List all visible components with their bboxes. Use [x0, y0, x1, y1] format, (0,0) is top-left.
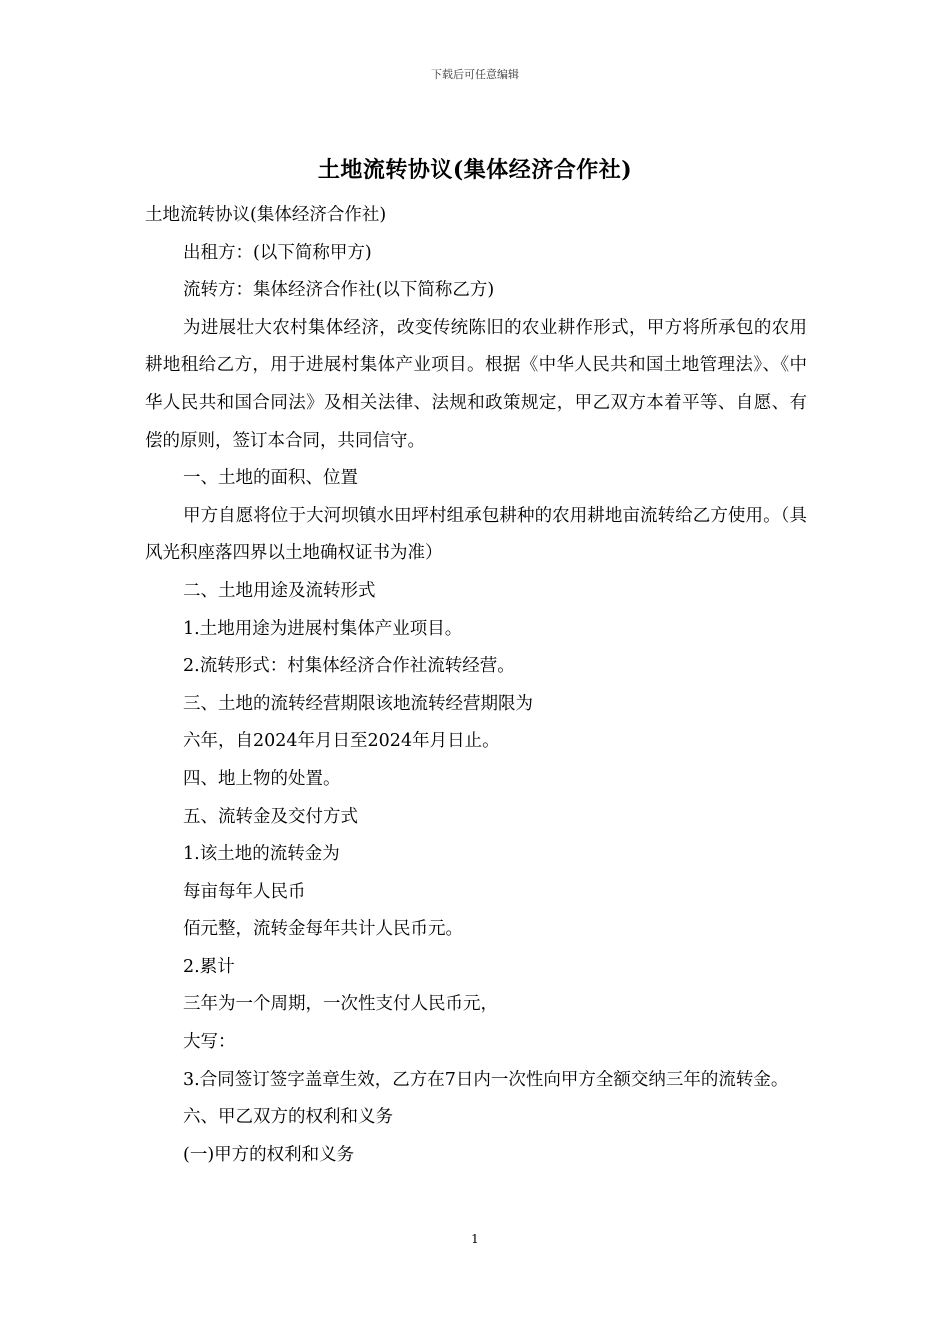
paragraph: 土地流转协议(集体经济合作社)	[145, 205, 387, 225]
document-body	[145, 197, 807, 1174]
paragraph: 3.合同签订签字盖章生效，乙方在7日内一次性向甲方全额交纳三年的流转金。	[183, 1069, 789, 1090]
paragraph: 每亩每年人民币	[183, 881, 306, 902]
paragraph: 1.土地用途为进展村集体产业项目。	[183, 618, 463, 639]
paragraph: 五、流转金及交付方式	[183, 806, 358, 827]
paragraph: 流转方：集体经济合作社(以下简称乙方)	[183, 280, 495, 301]
paragraph: 甲方自愿将位于大河坝镇水田坪村组承包耕种的农用耕地亩流转给乙方使用。（具风光积座落四界以土地确权证书为准）	[145, 505, 807, 564]
header-note: 下载后可任意编辑	[431, 68, 519, 81]
paragraph: 佰元整，流转金每年共计人民币元。	[183, 919, 463, 940]
paragraph: 2.流转形式：村集体经济合作社流转经营。	[183, 656, 515, 677]
page-number: 1	[471, 1232, 479, 1246]
paragraph: 六年，自2024年月日至2024年月日止。	[183, 731, 500, 752]
paragraph: 一、土地的面积、位置	[183, 468, 358, 489]
paragraph: 三年为一个周期，一次性支付人民币元，	[183, 994, 498, 1015]
paragraph: 为进展壮大农村集体经济，改变传统陈旧的农业耕作形式，甲方将所承包的农用耕地租给乙方，用于进展村集体产业项目。根据《中华人民共和国土地管理法》、《中华人民共和国合同法》及相关法律、法规和政策规定，甲乙双方本着平等、自愿、有偿的原则，签订本合同，共同信守。	[145, 317, 807, 451]
paragraph: (一)甲方的权利和义务	[183, 1144, 355, 1165]
paragraph: 六、甲乙双方的权利和义务	[183, 1107, 393, 1128]
paragraph: 二、土地用途及流转形式	[183, 580, 376, 601]
paragraph: 大写：	[183, 1032, 236, 1053]
paragraph: 1.该土地的流转金为	[183, 844, 340, 865]
document-title: 土地流转协议(集体经济合作社)	[317, 157, 633, 183]
paragraph: 三、土地的流转经营期限该地流转经营期限为	[183, 693, 533, 714]
paragraph: 四、地上物的处置。	[183, 768, 341, 789]
paragraph: 出租方：(以下简称甲方)	[183, 242, 372, 263]
paragraph: 2.累计	[183, 956, 235, 977]
